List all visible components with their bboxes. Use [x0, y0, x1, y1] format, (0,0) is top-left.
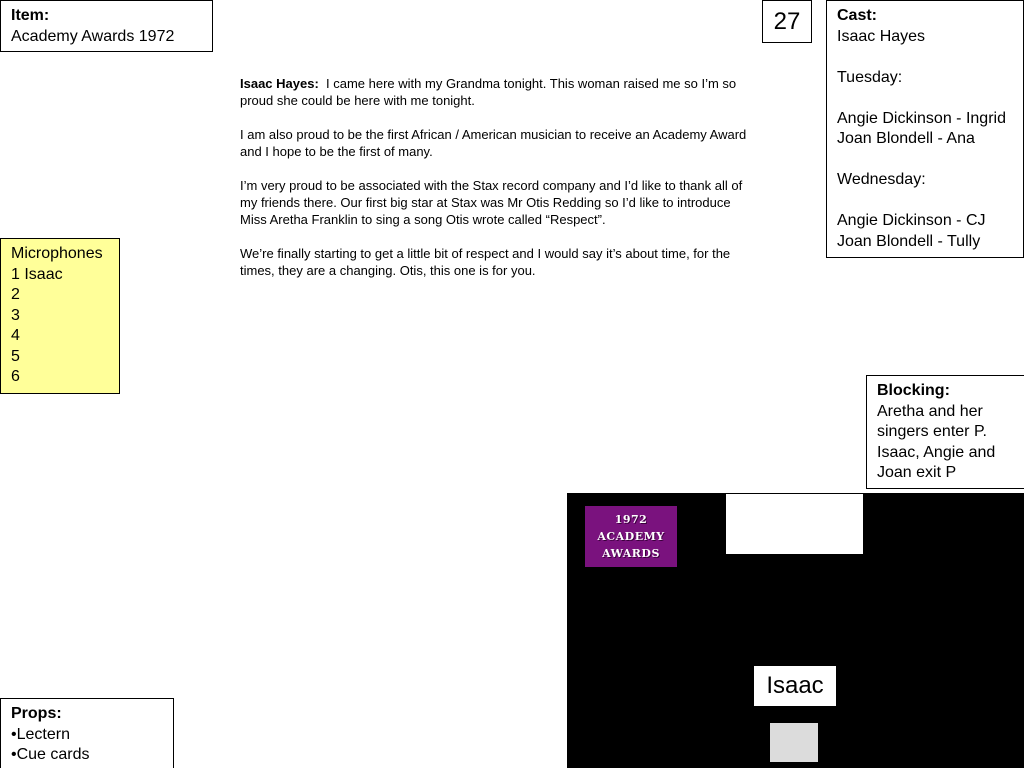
script-paragraph — [240, 75, 756, 109]
lectern-shape — [770, 723, 818, 762]
sign-line: AWARDS — [602, 547, 660, 560]
cast-lead: Isaac Hayes — [837, 27, 926, 45]
performer-position-label: Isaac — [754, 666, 836, 706]
prop-item: •Lectern — [11, 725, 70, 743]
cast-role: Angie Dickinson - Ingrid — [837, 109, 1006, 127]
props-box — [0, 698, 174, 768]
script-text — [240, 75, 756, 296]
script-line: I came here with my Grandma tonight. This woman raised me so I’m so proud she could be here with me tonight. — [240, 76, 737, 108]
microphone-item: 2 — [11, 286, 20, 303]
blocking-line: Aretha and her — [877, 402, 983, 420]
item-box — [0, 0, 213, 52]
item-value: Academy Awards 1972 — [11, 27, 175, 45]
prop-item: •Cue cards — [11, 746, 90, 763]
microphones-box — [0, 238, 120, 394]
cast-role: Angie Dickinson - CJ — [837, 212, 986, 229]
microphone-item: 4 — [11, 327, 20, 344]
page-number: 27 — [762, 0, 812, 43]
cast-role: Joan Blondell - Ana — [837, 130, 975, 147]
blocking-heading: Blocking: — [877, 382, 950, 399]
cast-heading: Cast: — [837, 7, 878, 24]
speaker-name: Isaac Hayes: — [240, 76, 319, 91]
script-paragraph: I am also proud to be the first African / American musician to receive an Academy Award and I hope to be the first of many. — [240, 127, 747, 159]
sign-line: 1972 — [614, 513, 648, 526]
blocking-line: singers enter P. — [877, 423, 987, 440]
cast-day-label: Wednesday: — [837, 171, 926, 188]
microphones-heading: Microphones — [11, 245, 103, 262]
blocking-line: Joan exit P — [877, 464, 957, 481]
props-heading: Props: — [11, 705, 62, 722]
script-paragraph: We’re finally starting to get a little bit of respect and I would say it’s about time, for the times, they are a changing. Otis, this one is for you. — [240, 246, 731, 278]
cast-box — [826, 0, 1024, 258]
cast-day-label: Tuesday: — [837, 68, 903, 86]
microphone-item: 3 — [11, 306, 20, 324]
item-heading: Item: — [11, 7, 50, 24]
microphone-item: 6 — [11, 368, 20, 385]
blocking-box — [866, 375, 1024, 489]
microphone-item: 1 Isaac — [11, 265, 63, 283]
sign-line: ACADEMY — [597, 530, 665, 543]
academy-awards-sign — [585, 506, 677, 567]
cast-role: Joan Blondell - Tully — [837, 232, 981, 250]
projection-screen — [726, 494, 863, 554]
stage-diagram — [567, 493, 1024, 768]
microphone-item: 5 — [11, 347, 20, 365]
script-paragraph: I’m very proud to be associated with the Stax record company and I’d like to thank all of my friends there. Our first big star at Stax was Mr Otis Redding so I’d like to introduce Miss Aretha Franklin to sing a song Otis wrote called “Respect”. — [240, 178, 743, 227]
blocking-line: Isaac, Angie and — [877, 443, 996, 461]
